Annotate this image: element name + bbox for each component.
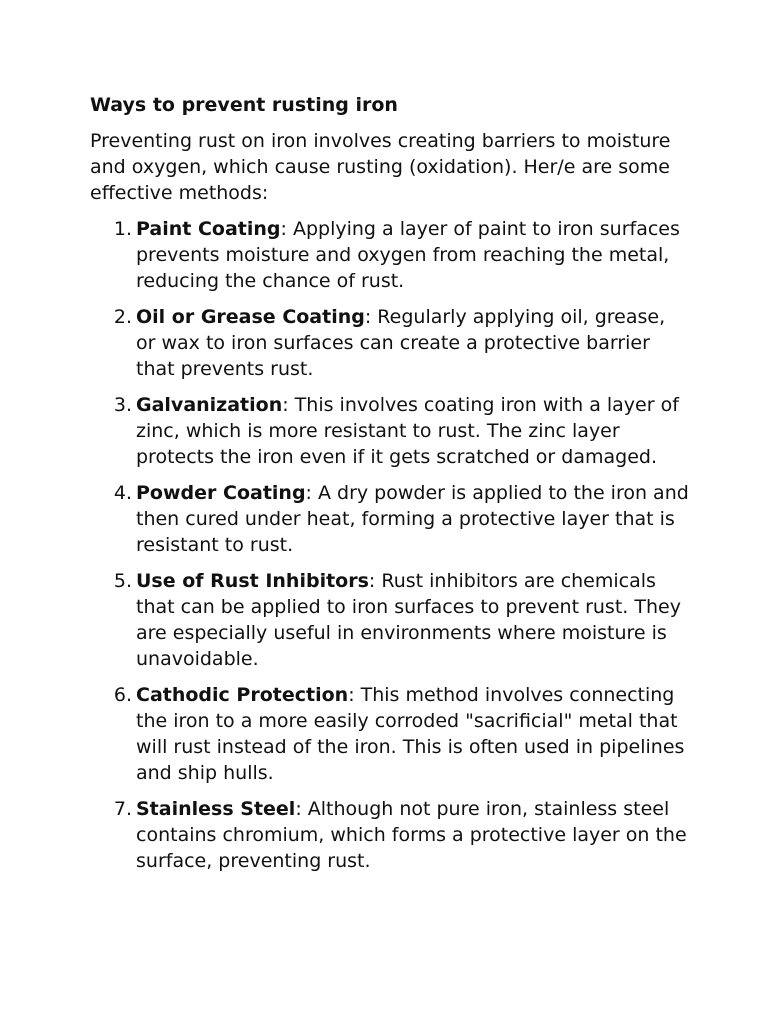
method-name: Stainless Steel: [136, 798, 296, 820]
list-item: [90, 480, 690, 558]
document-content: [90, 92, 690, 884]
list-item-number: 6.: [113, 684, 132, 706]
list-item-number: 4.: [113, 482, 132, 504]
method-description: : Rust inhibitors are chemicals that can be applied to iron surfaces to prevent rust. They are especially useful in environments where moisture is unavoidable.: [136, 570, 681, 670]
list-item-number: 2.: [113, 306, 132, 328]
method-description: : Although not pure iron, stainless steel contains chromium, which forms a protective layer on the surface, preventing rust.: [136, 798, 687, 872]
method-name: Use of Rust Inhibitors: [136, 570, 369, 592]
method-name: Galvanization: [136, 394, 283, 416]
list-item: [90, 682, 690, 786]
method-description: : Regularly applying oil, grease, or wax to iron surfaces can create a protective barrier that prevents rust.: [136, 306, 666, 380]
method-name: Powder Coating: [136, 482, 306, 504]
method-name: Paint Coating: [136, 218, 281, 240]
method-description: : This method involves connecting the iron to a more easily corroded "sacrificial" metal that will rust instead of the iron. This is often used in pipelines and ship hulls.: [136, 684, 685, 784]
list-item: [90, 216, 690, 294]
method-description: : This involves coating iron with a layer of zinc, which is more resistant to rust. The zinc layer protects the iron even if it gets scratched or damaged.: [136, 394, 679, 468]
list-item-number: 5.: [113, 570, 132, 592]
list-item: [90, 568, 690, 672]
list-item: [90, 392, 690, 470]
list-item-number: 1.: [113, 218, 132, 240]
method-name: Oil or Grease Coating: [136, 306, 365, 328]
methods-list: [90, 216, 690, 874]
method-description: : Applying a layer of paint to iron surfaces prevents moisture and oxygen from reaching the metal, reducing the chance of rust.: [136, 218, 680, 292]
method-name: Cathodic Protection: [136, 684, 349, 706]
list-item-number: 3.: [113, 394, 132, 416]
document-title: Ways to prevent rusting iron: [90, 94, 398, 116]
method-description: : A dry powder is applied to the iron and then cured under heat, forming a protective layer that is resistant to rust.: [136, 482, 689, 556]
list-item: [90, 304, 690, 382]
intro-paragraph: Preventing rust on iron involves creating barriers to moisture and oxygen, which cause rusting (oxidation). Her/e are some effective methods:: [90, 130, 671, 204]
list-item-number: 7.: [113, 798, 132, 820]
list-item: [90, 796, 690, 874]
